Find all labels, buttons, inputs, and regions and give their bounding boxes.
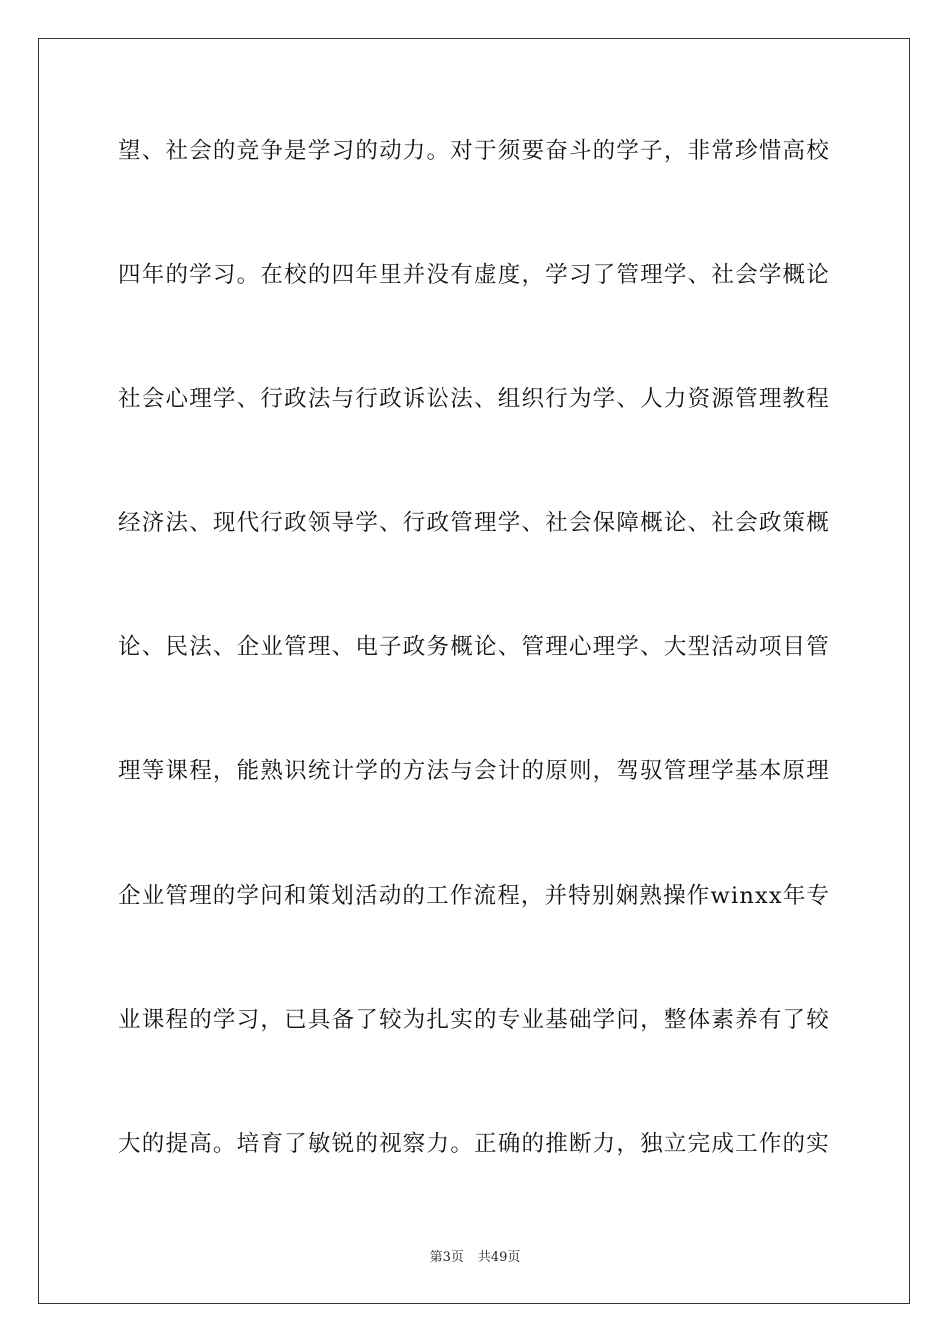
text-line: 社会心理学、行政法与行政诉讼法、组织行为学、人力资源管理教程 bbox=[118, 386, 830, 412]
text-line: 四年的学习。在校的四年里并没有虚度，学习了管理学、社会学概论 bbox=[118, 262, 830, 288]
text-line: 业课程的学习，已具备了较为扎实的专业基础学问，整体素养有了较 bbox=[118, 1007, 830, 1033]
page-total: 共49页 bbox=[477, 1250, 521, 1265]
page-footer bbox=[0, 1246, 950, 1265]
text-line: 望、社会的竞争是学习的动力。对于须要奋斗的学子，非常珍惜高校 bbox=[118, 138, 830, 164]
page-border bbox=[38, 38, 910, 1304]
text-line: 经济法、现代行政领导学、行政管理学、社会保障概论、社会政策概 bbox=[118, 510, 830, 536]
page-number: 第3页 bbox=[429, 1250, 464, 1265]
text-line: 理等课程，能熟识统计学的方法与会计的原则，驾驭管理学基本原理 bbox=[118, 758, 830, 784]
text-line: 论、民法、企业管理、电子政务概论、管理心理学、大型活动项目管 bbox=[118, 634, 830, 660]
text-line: 大的提高。培育了敏锐的视察力。正确的推断力，独立完成工作的实 bbox=[118, 1131, 830, 1157]
text-line: 企业管理的学问和策划活动的工作流程，并特别娴熟操作winxx年专 bbox=[118, 883, 831, 909]
